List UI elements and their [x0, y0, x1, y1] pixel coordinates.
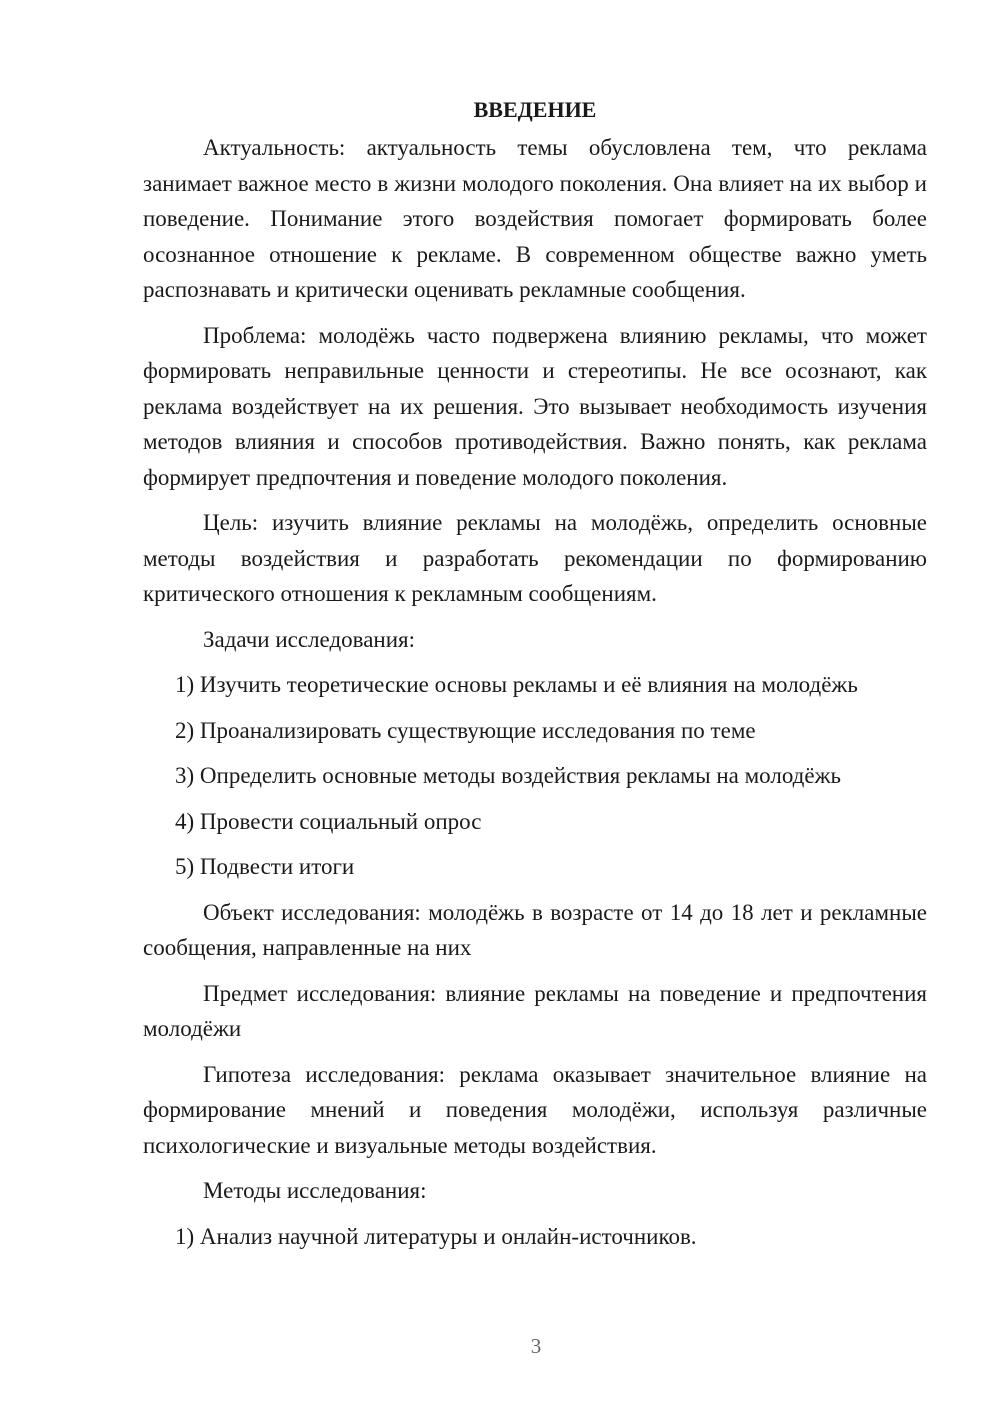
task-item: 5) Подвести итоги — [175, 854, 355, 879]
task-item: 3) Определить основные методы воздействия рекламы на молодёжь — [175, 763, 841, 788]
problem-paragraph: Проблема: молодёжь часто подвержена влиянию рекламы, что может формировать неправильные ценности и стереотипы. Не все осознают, как реклама воздействует на их решения. Это вызывает необходимость изучения методов влияния и способов противодействия. Важно понять, как реклама формирует предпочтения и поведение молодого поколения. — [143, 322, 927, 490]
page-content — [143, 96, 927, 1264]
tasks-heading: Задачи исследования: — [203, 626, 416, 652]
hypothesis-paragraph: Гипотеза исследования: реклама оказывает значительное влияние на формирование мнений и поведения молодёжи, используя различные психологические и визуальные методы воздействия. — [143, 1061, 927, 1158]
task-item: 4) Провести социальный опрос — [175, 808, 482, 834]
methods-heading: Методы исследования: — [203, 1178, 427, 1203]
task-item: 2) Проанализировать существующие исследования по теме — [175, 717, 756, 743]
relevance-paragraph: Актуальность: актуальность темы обусловлена тем, что реклама занимает важное место в жизни молодого поколения. Она влияет на их выбор и поведение. Понимание этого воздействия помогает формировать более осознанное отношение к рекламе. В современном обществе важно уметь распознавать и критически оценивать рекламные сообщения. — [143, 135, 927, 302]
page-number: 3 — [530, 1334, 542, 1358]
section-title: ВВЕДЕНИЕ — [473, 97, 597, 122]
object-paragraph: Объект исследования: молодёжь в возрасте от 14 до 18 лет и рекламные сообщения, направленные на них — [143, 899, 927, 960]
method-item: 1) Анализ научной литературы и онлайн-источников. — [175, 1223, 697, 1249]
task-item: 1) Изучить теоретические основы рекламы и её влияния на молодёжь — [175, 672, 858, 697]
goal-paragraph: Цель: изучить влияние рекламы на молодёжь, определить основные методы воздействия и разработать рекомендации по формированию критического отношения к рекламным сообщениям. — [143, 510, 927, 606]
subject-paragraph: Предмет исследования: влияние рекламы на поведение и предпочтения молодёжи — [143, 980, 927, 1041]
